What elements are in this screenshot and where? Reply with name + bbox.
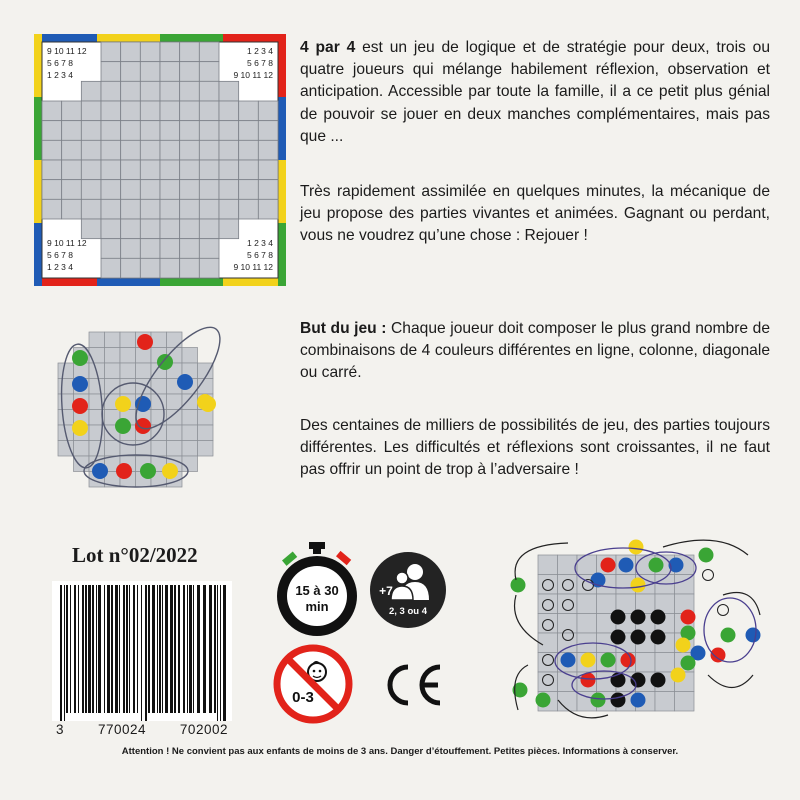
age-warning-icon	[273, 644, 353, 724]
svg-text:9 10 11 12: 9 10 11 12	[47, 238, 87, 248]
svg-text:5 6 7 8: 5 6 7 8	[47, 58, 73, 68]
svg-text:5 6 7 8: 5 6 7 8	[247, 250, 273, 260]
timer-line1: 15 à 30	[295, 583, 339, 598]
goal-paragraph	[300, 318, 770, 385]
paragraph-2: Très rapidement assimilée en quelques minutes, la mécanique de jeu propose des parties vivantes et animées. Gagnant ou perdant, vous ne voudrez qu’une chose : Rejouer !	[300, 183, 770, 245]
timer-line2: min	[305, 599, 329, 614]
intro-paragraph	[300, 37, 770, 148]
svg-text:9 10 11 12: 9 10 11 12	[47, 46, 87, 56]
goal-title: But du jeu :	[300, 320, 387, 337]
example-board	[40, 318, 245, 498]
barcode	[52, 581, 232, 741]
age-warning-text: 0-3	[292, 689, 314, 706]
goal-text: Chaque joueur doit composer le plus grand nombre de combinaisons de 4 couleurs différentes en ligne, colonne, diagonale ou carré.	[300, 320, 770, 382]
svg-text:9 10 11 12: 9 10 11 12	[233, 262, 273, 272]
players-age: +7	[379, 584, 393, 598]
ce-mark	[380, 661, 444, 709]
players-count: 2, 3 ou 4	[388, 606, 428, 617]
svg-text:5 6 7 8: 5 6 7 8	[47, 250, 73, 260]
barcode-digits	[56, 722, 228, 737]
barcode-digit-1: 3	[56, 722, 65, 737]
svg-text:5 6 7 8: 5 6 7 8	[247, 58, 273, 68]
attention-notice: Attention ! Ne convient pas aux enfants de moins de 3 ans. Danger d’étouffement. Petites pièces. Informations à conserver.	[121, 746, 679, 757]
board-illustration	[34, 34, 286, 286]
svg-text:1 2 3 4: 1 2 3 4	[247, 238, 273, 248]
players-icon	[368, 550, 448, 630]
svg-text:1 2 3 4: 1 2 3 4	[247, 46, 273, 56]
barcode-digit-2: 770024	[97, 722, 146, 737]
paragraph-4: Des centaines de milliers de possibilités de jeu, des parties toujours différentes. Les difficultés et réflexions sont croissantes, il ne faut pas offrir un point de trop à l’adversaire !	[300, 417, 770, 479]
intro-text: est un jeu de logique et de stratégie pour deux, trois ou quatre joueurs qui mélange habilement réflexion, observation et anticipation. Accessible par toute la famille, il a ce petit plus génial de pouvoir se jouer en deux manches complémentaires, mais pas que ...	[300, 39, 770, 145]
svg-text:1 2 3 4: 1 2 3 4	[47, 70, 73, 80]
intro-title: 4 par 4	[300, 39, 356, 56]
svg-text:9 10 11 12: 9 10 11 12	[233, 70, 273, 80]
timer-icon	[272, 540, 362, 640]
scoring-example	[498, 525, 770, 730]
lot-number: Lot n°02/2022	[72, 543, 198, 567]
barcode-digit-3: 702002	[179, 722, 228, 737]
svg-text:1 2 3 4: 1 2 3 4	[47, 262, 73, 272]
